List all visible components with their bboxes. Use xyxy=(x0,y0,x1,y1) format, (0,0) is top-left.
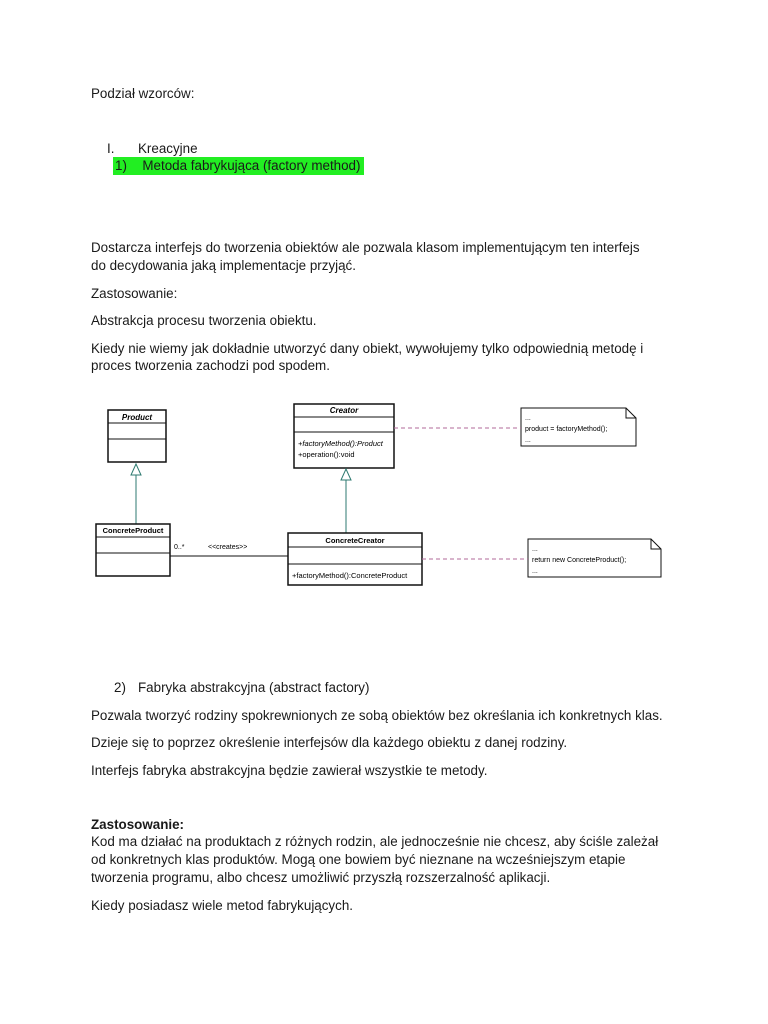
section-title: Kreacyjne xyxy=(138,141,198,156)
creator-method-factory: +factoryMethod():Product xyxy=(298,439,383,448)
creator-method-operation: +operation():void xyxy=(298,450,355,459)
note-concrete-creator xyxy=(528,539,661,577)
paragraph-line: tworzenia programu, albo chcesz umożliwić przyszłą rozszerzalność aplikacji. xyxy=(91,870,551,885)
paragraph: Kiedy posiadasz wiele metod fabrykujących. xyxy=(91,898,353,913)
note-line: ... xyxy=(532,568,538,575)
paragraph: Dzieje się to poprzez określenie interfejsów dla każdego obiektu z danej rodziny. xyxy=(91,735,568,750)
note-line: return new ConcreteProduct(); xyxy=(532,557,627,564)
section-label-bold: Zastosowanie: xyxy=(91,817,185,832)
paragraph: Interfejs fabryka abstrakcyjna będzie zawierał wszystkie te metody. xyxy=(91,763,488,778)
item-number: 1) xyxy=(115,158,127,173)
inheritance-arrow xyxy=(341,469,351,480)
creator-label: Creator xyxy=(329,406,359,415)
item-title: Fabryka abstrakcyjna (abstract factory) xyxy=(138,680,370,695)
concrete-product-class xyxy=(96,524,170,576)
paragraph-line: Kiedy nie wiemy jak dokładnie utworzyć dany obiekt, wywołujemy tylko odpowiednią metodę i xyxy=(91,341,644,356)
concrete-creator-class xyxy=(288,533,422,585)
product-class xyxy=(108,410,166,462)
paragraph-line: do decydowania jaką implementacje przyjąć. xyxy=(91,258,356,273)
section-number: I. xyxy=(107,141,115,156)
note-line: product = factoryMethod(); xyxy=(525,426,608,433)
note-line: ... xyxy=(525,437,531,444)
paragraph: Abstrakcja procesu tworzenia obiektu. xyxy=(91,313,317,328)
paragraph-line: proces tworzenia zachodzi pod spodem. xyxy=(91,358,330,373)
uml-diagram xyxy=(90,398,670,593)
paragraph-line: Kod ma działać na produktach z różnych rodzin, ale jednocześnie nie chcesz, aby ściśle zależał xyxy=(91,834,659,849)
paragraph-line: Dostarcza interfejs do tworzenia obiektów ale pozwala klasom implementującym ten interfejs xyxy=(91,240,640,255)
note-line: ... xyxy=(525,415,531,422)
product-label: Product xyxy=(121,413,153,422)
concrete-product-label: ConcreteProduct xyxy=(102,526,164,535)
item-title: Metoda fabrykująca (factory method) xyxy=(142,158,361,173)
paragraph: Pozwala tworzyć rodziny spokrewnionych ze sobą obiektów bez określania ich konkretnych klas. xyxy=(91,708,663,723)
item-number: 2) xyxy=(114,680,126,695)
paragraph-line: od konkretnych klas produktów. Mogą one bowiem być nieznane na wcześniejszym etapie xyxy=(91,852,626,867)
concrete-creator-method: +factoryMethod():ConcreteProduct xyxy=(292,571,408,580)
creates-label: <<creates>> xyxy=(208,544,248,551)
section-label: Zastosowanie: xyxy=(91,286,178,301)
document-heading: Podział wzorców: xyxy=(91,86,195,101)
creator-class xyxy=(294,404,394,468)
note-creator xyxy=(521,408,636,446)
note-line: ... xyxy=(532,546,538,553)
highlighted-item xyxy=(113,157,364,175)
concrete-creator-label: ConcreteCreator xyxy=(325,536,385,545)
inheritance-arrow xyxy=(131,464,141,475)
multiplicity-label: 0..* xyxy=(174,544,185,551)
